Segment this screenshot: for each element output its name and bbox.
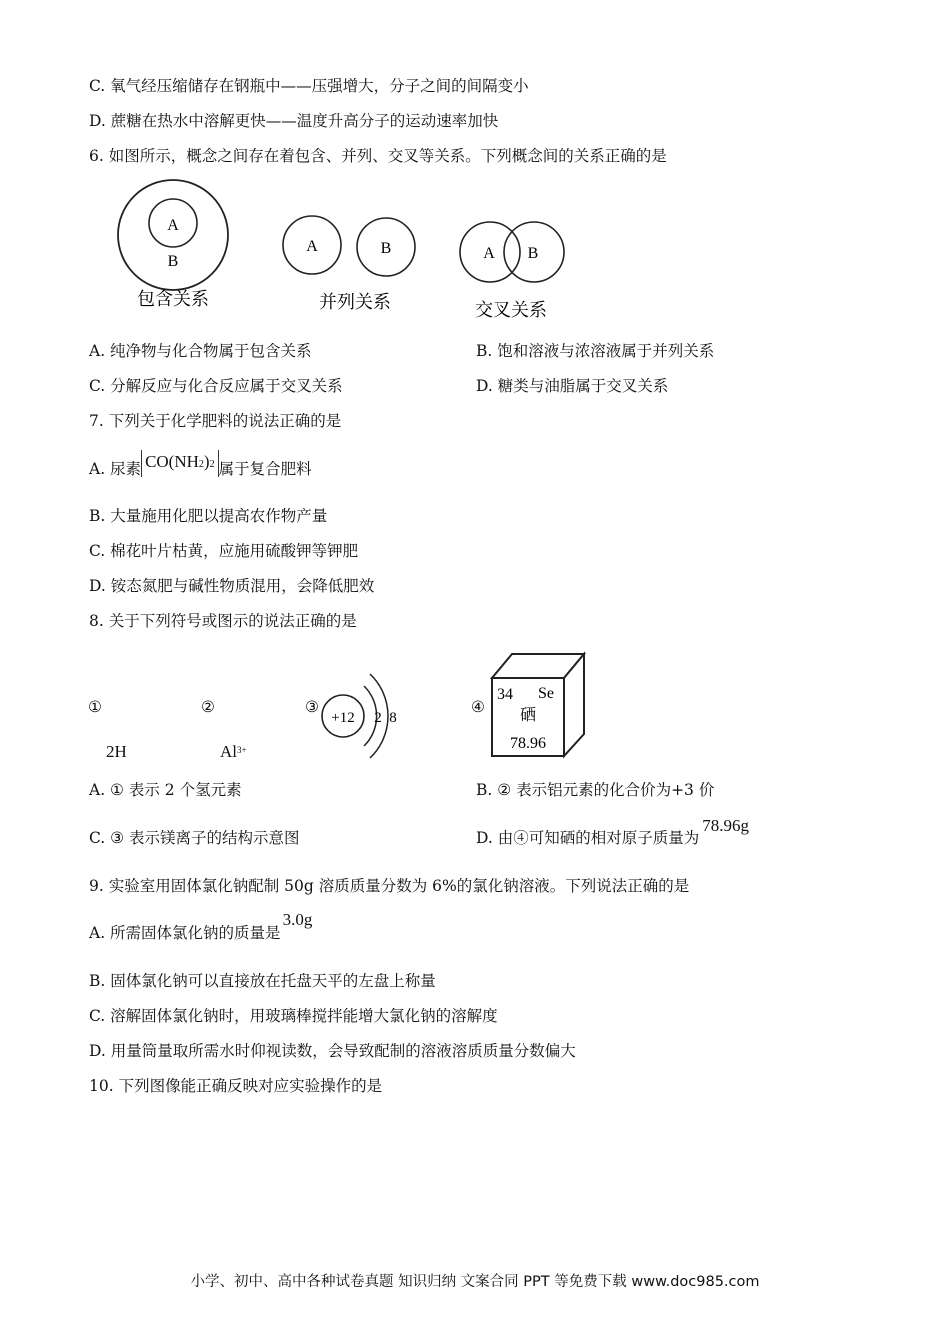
q7-option-d: D. 铵态氮肥与碱性物质混用，会降低肥效 <box>89 577 375 595</box>
q7-option-c: C. 棉花叶片枯黄，应施用硫酸钾等钾肥 <box>89 542 359 560</box>
atomic-number: 34 <box>497 686 513 703</box>
q8-stem: 8. 关于下列符号或图示的说法正确的是 <box>89 612 357 630</box>
q8-option-a: A. ① 表示 2 个氢元素 <box>89 781 242 799</box>
q7-stem: 7. 下列关于化学肥料的说法正确的是 <box>89 412 342 430</box>
cross-label-a: A <box>483 245 495 262</box>
q6-option-a: A. 纯净物与化合物属于包含关系 <box>89 342 312 360</box>
include-caption: 包含关系 <box>137 289 209 309</box>
parallel-caption: 并列关系 <box>319 292 391 312</box>
element-symbol: Se <box>538 685 554 702</box>
shell-1-electrons: 2 <box>374 710 382 726</box>
cross-label-b: B <box>527 245 539 262</box>
symbol-2h: 2H <box>106 742 127 761</box>
q6-option-d: D. 糖类与油脂属于交叉关系 <box>476 377 669 395</box>
q8-option-d: D. 由④可知硒的相对原子质量为78.96g <box>476 816 749 847</box>
shell-2-electrons: 8 <box>389 710 397 726</box>
nacl-mass-value: 3.0g <box>282 910 313 929</box>
q6-concept-diagram <box>100 178 590 328</box>
q8-mark-2: ② <box>201 698 215 716</box>
symbol-al3plus: $Al^{3+}$ <box>220 742 247 761</box>
page-footer: 小学、初中、高中各种试卷真题 知识归纳 文案合同 PPT 等免费下载 www.doc985.com <box>190 1274 760 1290</box>
include-label-b: B <box>167 253 179 270</box>
nucleus-charge: +12 <box>331 710 355 726</box>
cross-relation-figure <box>460 222 564 320</box>
q9-stem: 9. 实验室用固体氯化钠配制 50g 溶质质量分数为 6%的氯化钠溶液。下列说法正确的是 <box>89 877 690 895</box>
include-relation-figure <box>118 180 228 309</box>
parallel-relation-figure <box>283 216 415 312</box>
q9-option-a: A. 所需固体氯化钠的质量是3.0g <box>89 910 313 942</box>
q8-option-b: B. ② 表示铝元素的化合价为+3 价 <box>476 781 715 799</box>
q8-mark-3: ③ <box>305 698 319 716</box>
selenium-mass-value: 78.96g <box>702 816 749 835</box>
atomic-mass: 78.96 <box>510 735 546 752</box>
include-label-a: A <box>167 217 179 234</box>
q7-option-a <box>89 452 312 484</box>
q5-option-c: C. 氧气经压缩储存在钢瓶中——压强增大，分子之间的间隔变小 <box>89 77 529 95</box>
q9-option-b: B. 固体氯化钠可以直接放在托盘天平的左盘上称量 <box>89 972 436 990</box>
q9-option-d: D. 用量筒量取所需水时仰视读数，会导致配制的溶液溶质质量分数偏大 <box>89 1042 576 1060</box>
q9-option-c: C. 溶解固体氯化钠时，用玻璃棒搅拌能增大氯化钠的溶解度 <box>89 1007 498 1025</box>
urea-formula: CO(NH2)2 <box>141 450 219 477</box>
q5-option-d: D. 蔗糖在热水中溶解更快——温度升高分子的运动速率加快 <box>89 112 499 130</box>
q6-option-c: C. 分解反应与化合反应属于交叉关系 <box>89 377 343 395</box>
cross-caption: 交叉关系 <box>475 300 547 320</box>
q8-mark-1: ① <box>88 698 102 716</box>
q7-option-a-prefix: A. 尿素 <box>89 460 142 478</box>
q6-stem: 6. 如图所示，概念之间存在着包含、并列、交叉等关系。下列概念间的关系正确的是 <box>89 147 667 165</box>
magnesium-structure-diagram <box>318 668 418 763</box>
q8-mark-4: ④ <box>471 698 485 716</box>
q6-option-b: B. 饱和溶液与浓溶液属于并列关系 <box>476 342 715 360</box>
parallel-label-a: A <box>306 238 318 255</box>
element-name: 硒 <box>519 707 537 724</box>
parallel-label-b: B <box>380 240 392 257</box>
q10-stem: 10. 下列图像能正确反映对应实验操作的是 <box>89 1077 383 1095</box>
q8-option-c: C. ③ 表示镁离子的结构示意图 <box>89 829 300 847</box>
selenium-element-cell <box>488 650 588 760</box>
q7-option-a-suffix: 属于复合肥料 <box>218 460 312 478</box>
q7-option-b: B. 大量施用化肥以提高农作物产量 <box>89 507 328 525</box>
